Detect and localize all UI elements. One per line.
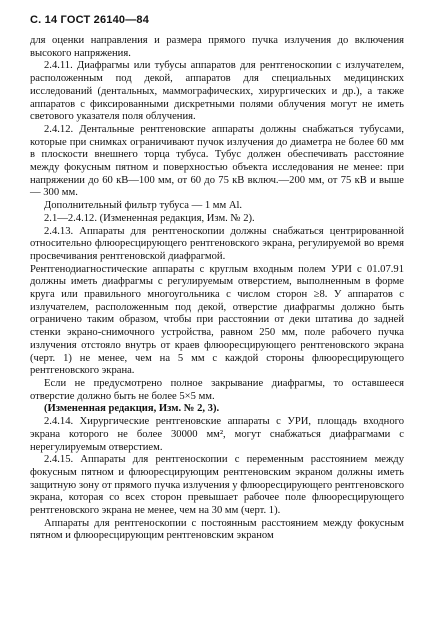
paragraph: 2.4.14. Хирургические рентгеновские аппараты с УРИ, площадь входного экрана которого не более 30000 мм², могут снабжаться диафрагмами с нерегулируемым отверстием. <box>30 416 404 453</box>
paragraph: (Измененная редакция, Изм. № 2, 3). <box>44 403 220 415</box>
paragraph: Аппараты для рентгеноскопии с постоянным расстоянием между фокусным пятном и флюоресцирующим рентгеновским экраном <box>30 517 404 542</box>
paragraph: Рентгенодиагностические аппараты с круглым входным полем УРИ с 01.07.91 должны иметь диафрагмы с регулируемым отверстием, выполненным в форме круга или правильного многоугольника с числом сторон ≥8. У аппаратов с излучателем, расположенным под декой, отверстие диафрагмы должно быть ограничено таким образом, чтобы при расстоянии от деки штатива до задней стенки экрано-снимочного устройства, равном 250 мм, поле рабочего пучка излучения отстояло внутрь от краев флюоресцирующего рентгеновского экрана (черт. 1) не менее, чем на 5 мм с каждой стороны флюоресцирующего рентгеновского экрана. <box>30 263 404 377</box>
paragraph: 2.4.13. Аппараты для рентгеноскопии должны снабжаться центрированной относительно флюоресцирующего рентгеновского экрана, регулируемой во время просвечивания рентгеновской диафрагмой. <box>30 225 404 262</box>
paragraph: 2.4.15. Аппараты для рентгеноскопии с переменным расстоянием между фокусным пятном и флюоресцирующим рентгеновским экраном должны иметь защитную зону от прямого пучка излучения у флюоресцирующего рентгеновского экрана, которая со всех сторон превышает рабочее поле флюоресцирующего рентгеновского экрана не менее, чем на 30 мм (черт. 1). <box>30 454 404 517</box>
document-body <box>30 35 404 543</box>
paragraph: 2.4.12. Дентальные рентгеновские аппараты должны снабжаться тубусами, которые при снимках ограничивают пучок излучения до диаметра не более 60 мм в плоскости внешнего торца тубуса. Тубус должен обеспечивать расстояние между фокусным пятном и поверхностью объекта исследования не менее: при напряжении до 60 кВ—100 мм, от 60 до 75 кВ включ.—200 мм, от 75 кВ и выше — 300 мм. <box>30 123 404 199</box>
paragraph: 2.1—2.4.12. (Измененная редакция, Изм. № 2). <box>44 212 255 224</box>
paragraph: Если не предусмотрено полное закрывание диафрагмы, то оставшееся отверстие должно быть не более 5×5 мм. <box>30 377 404 402</box>
page-header: С. 14 ГОСТ 26140—84 <box>30 14 150 26</box>
paragraph: Дополнительный фильтр тубуса — 1 мм Al. <box>44 200 243 212</box>
paragraph: для оценки направления и размера прямого пучка излучения до включения высокого напряжения. <box>30 35 404 59</box>
paragraph: 2.4.11. Диафрагмы или тубусы аппаратов для рентгеноскопии с излучателем, расположенным под декой, аппаратов для специальных медицинских исследований (дентальных, маммографических, хирургических и др.), а также аппаратов с фиксированными дискретными полями облучения могут не иметь светового указателя поля облучения. <box>30 60 404 123</box>
